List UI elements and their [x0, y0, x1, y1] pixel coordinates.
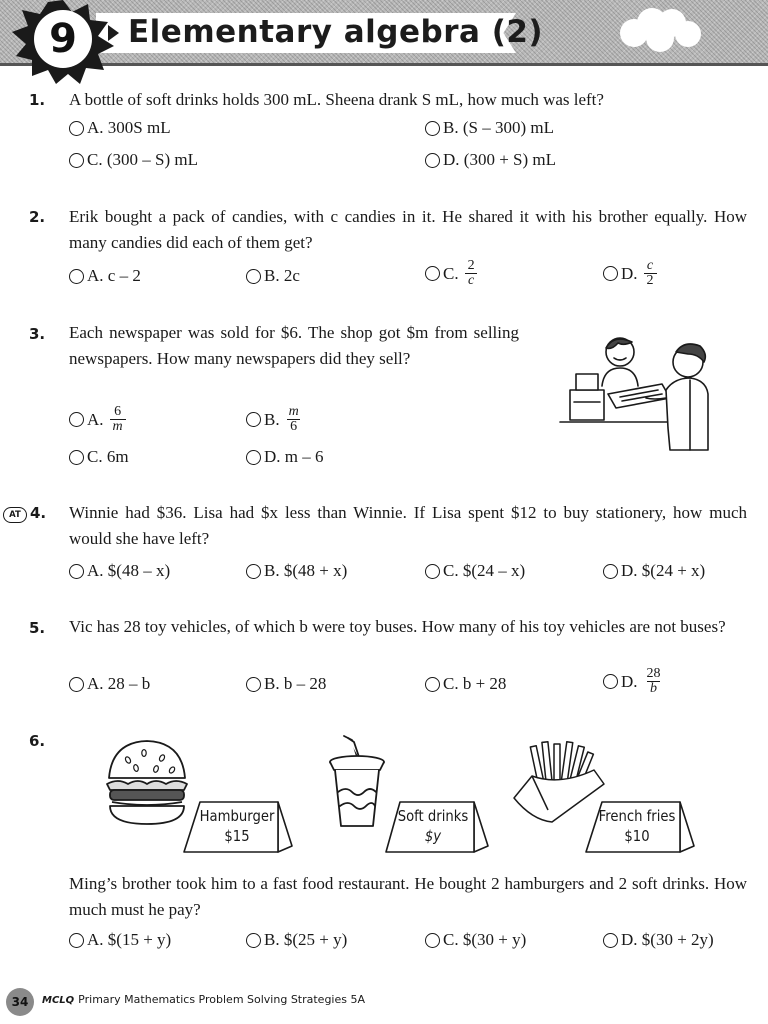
- sign-price-label: $10: [624, 827, 650, 845]
- option-a[interactable]: A. 28 – b: [69, 674, 150, 694]
- question-number: 6.: [29, 732, 46, 750]
- radio-bubble-icon[interactable]: [69, 933, 84, 948]
- fraction: $\frac{m}{6}$: [288, 404, 299, 434]
- radio-bubble-icon[interactable]: [69, 677, 84, 692]
- question-number: 5.: [29, 619, 46, 637]
- fraction: $\frac{28}{b}$: [646, 666, 661, 696]
- radio-bubble-icon[interactable]: [69, 564, 84, 579]
- radio-bubble-icon[interactable]: [246, 677, 261, 692]
- option-d[interactable]: D. $\frac{28}{b}$: [603, 667, 664, 696]
- option-d[interactable]: D. $\frac{c}{2}$: [603, 259, 657, 288]
- radio-bubble-icon[interactable]: [69, 121, 84, 136]
- option-c[interactable]: C. $(30 + y): [425, 930, 526, 950]
- fraction: $\frac{6}{m}$: [110, 405, 126, 434]
- radio-bubble-icon[interactable]: [246, 450, 261, 465]
- radio-bubble-icon[interactable]: [425, 153, 440, 168]
- page-title: Elementary algebra (2): [128, 14, 544, 50]
- radio-bubble-icon[interactable]: [69, 412, 84, 427]
- option-c[interactable]: C. $\frac{2}{c}$: [425, 259, 478, 288]
- option-c[interactable]: C. (300 – S) mL: [69, 150, 198, 170]
- option-b[interactable]: B. $(48 + x): [246, 561, 347, 581]
- option-d[interactable]: D. $(24 + x): [603, 561, 705, 581]
- option-a[interactable]: A. $(15 + y): [69, 930, 171, 950]
- option-c[interactable]: C. b + 28: [425, 674, 506, 694]
- option-b[interactable]: B. $(25 + y): [246, 930, 347, 950]
- question-text: Vic has 28 toy vehicles, of which b were toy buses. How many of his toy vehicles are not buses?: [69, 617, 726, 636]
- option-b[interactable]: B. b – 28: [246, 674, 326, 694]
- option-c[interactable]: C. $(24 – x): [425, 561, 525, 581]
- radio-bubble-icon[interactable]: [69, 269, 84, 284]
- publisher-brand: MCLQ: [42, 995, 75, 1006]
- radio-bubble-icon[interactable]: [246, 564, 261, 579]
- book-title: Primary Mathematics Problem Solving Strategies 5A: [78, 993, 366, 1006]
- option-a[interactable]: A. c – 2: [69, 266, 141, 286]
- radio-bubble-icon[interactable]: [603, 933, 618, 948]
- radio-bubble-icon[interactable]: [425, 933, 440, 948]
- question-text: Ming’s brother took him to a fast food restaurant. He bought 2 hamburgers and 2 soft drinks. How much must he pay?: [69, 874, 747, 919]
- sign-price-label: $y: [424, 827, 442, 845]
- radio-bubble-icon[interactable]: [246, 269, 261, 284]
- question-text: Each newspaper was sold for $6. The shop got $m from selling newspapers. How many newspapers did they sell?: [69, 323, 519, 368]
- radio-bubble-icon[interactable]: [603, 266, 618, 281]
- option-d[interactable]: D. m – 6: [246, 447, 324, 467]
- question-text: Winnie had $36. Lisa had $x less than Winnie. If Lisa spent $12 to buy stationery, how much would she have left?: [69, 503, 747, 548]
- sign-price-label: $15: [224, 827, 250, 845]
- soft-drink-cup-icon: [326, 734, 388, 830]
- option-a[interactable]: A. 300S mL: [69, 118, 171, 138]
- radio-bubble-icon[interactable]: [603, 564, 618, 579]
- option-a[interactable]: A. $\frac{6}{m}$: [69, 405, 126, 434]
- option-b[interactable]: B. $\frac{m}{6}$: [246, 405, 302, 434]
- option-c[interactable]: C. 6m: [69, 447, 129, 467]
- fraction: $\frac{c}{2}$: [644, 259, 657, 288]
- question-number: 1.: [29, 91, 46, 109]
- question-number: 3.: [29, 325, 46, 343]
- radio-bubble-icon[interactable]: [425, 266, 440, 281]
- unit-number: 9: [49, 16, 77, 62]
- sign-item-label: French fries: [598, 807, 676, 825]
- fraction: $\frac{2}{c}$: [465, 259, 478, 288]
- option-d[interactable]: D. $(30 + 2y): [603, 930, 714, 950]
- newspaper-shop-illustration: [558, 328, 724, 456]
- radio-bubble-icon[interactable]: [69, 153, 84, 168]
- sign-item-label: Soft drinks: [397, 807, 469, 825]
- radio-bubble-icon[interactable]: [69, 450, 84, 465]
- question-number: 2.: [29, 208, 46, 226]
- at-badge: AT: [3, 507, 27, 523]
- option-b[interactable]: B. (S – 300) mL: [425, 118, 554, 138]
- radio-bubble-icon[interactable]: [603, 674, 618, 689]
- radio-bubble-icon[interactable]: [246, 933, 261, 948]
- page-number: 34: [6, 988, 34, 1016]
- question-number: 4.: [30, 504, 47, 522]
- cloud-icon: [614, 6, 706, 54]
- sign-item-label: Hamburger: [199, 807, 275, 825]
- question-text: A bottle of soft drinks holds 300 mL. Sheena drank S mL, how much was left?: [69, 90, 604, 109]
- radio-bubble-icon[interactable]: [246, 412, 261, 427]
- option-d[interactable]: D. (300 + S) mL: [425, 150, 556, 170]
- hamburger-icon: [104, 738, 190, 828]
- question-text: Erik bought a pack of candies, with c candies in it. He shared it with his brother equally. How many candies did each of them get?: [69, 207, 747, 252]
- option-b[interactable]: B. 2c: [246, 266, 300, 286]
- radio-bubble-icon[interactable]: [425, 677, 440, 692]
- radio-bubble-icon[interactable]: [425, 564, 440, 579]
- unit-badge: [0, 0, 120, 84]
- footer: [42, 993, 365, 1006]
- radio-bubble-icon[interactable]: [425, 121, 440, 136]
- option-a[interactable]: A. $(48 – x): [69, 561, 170, 581]
